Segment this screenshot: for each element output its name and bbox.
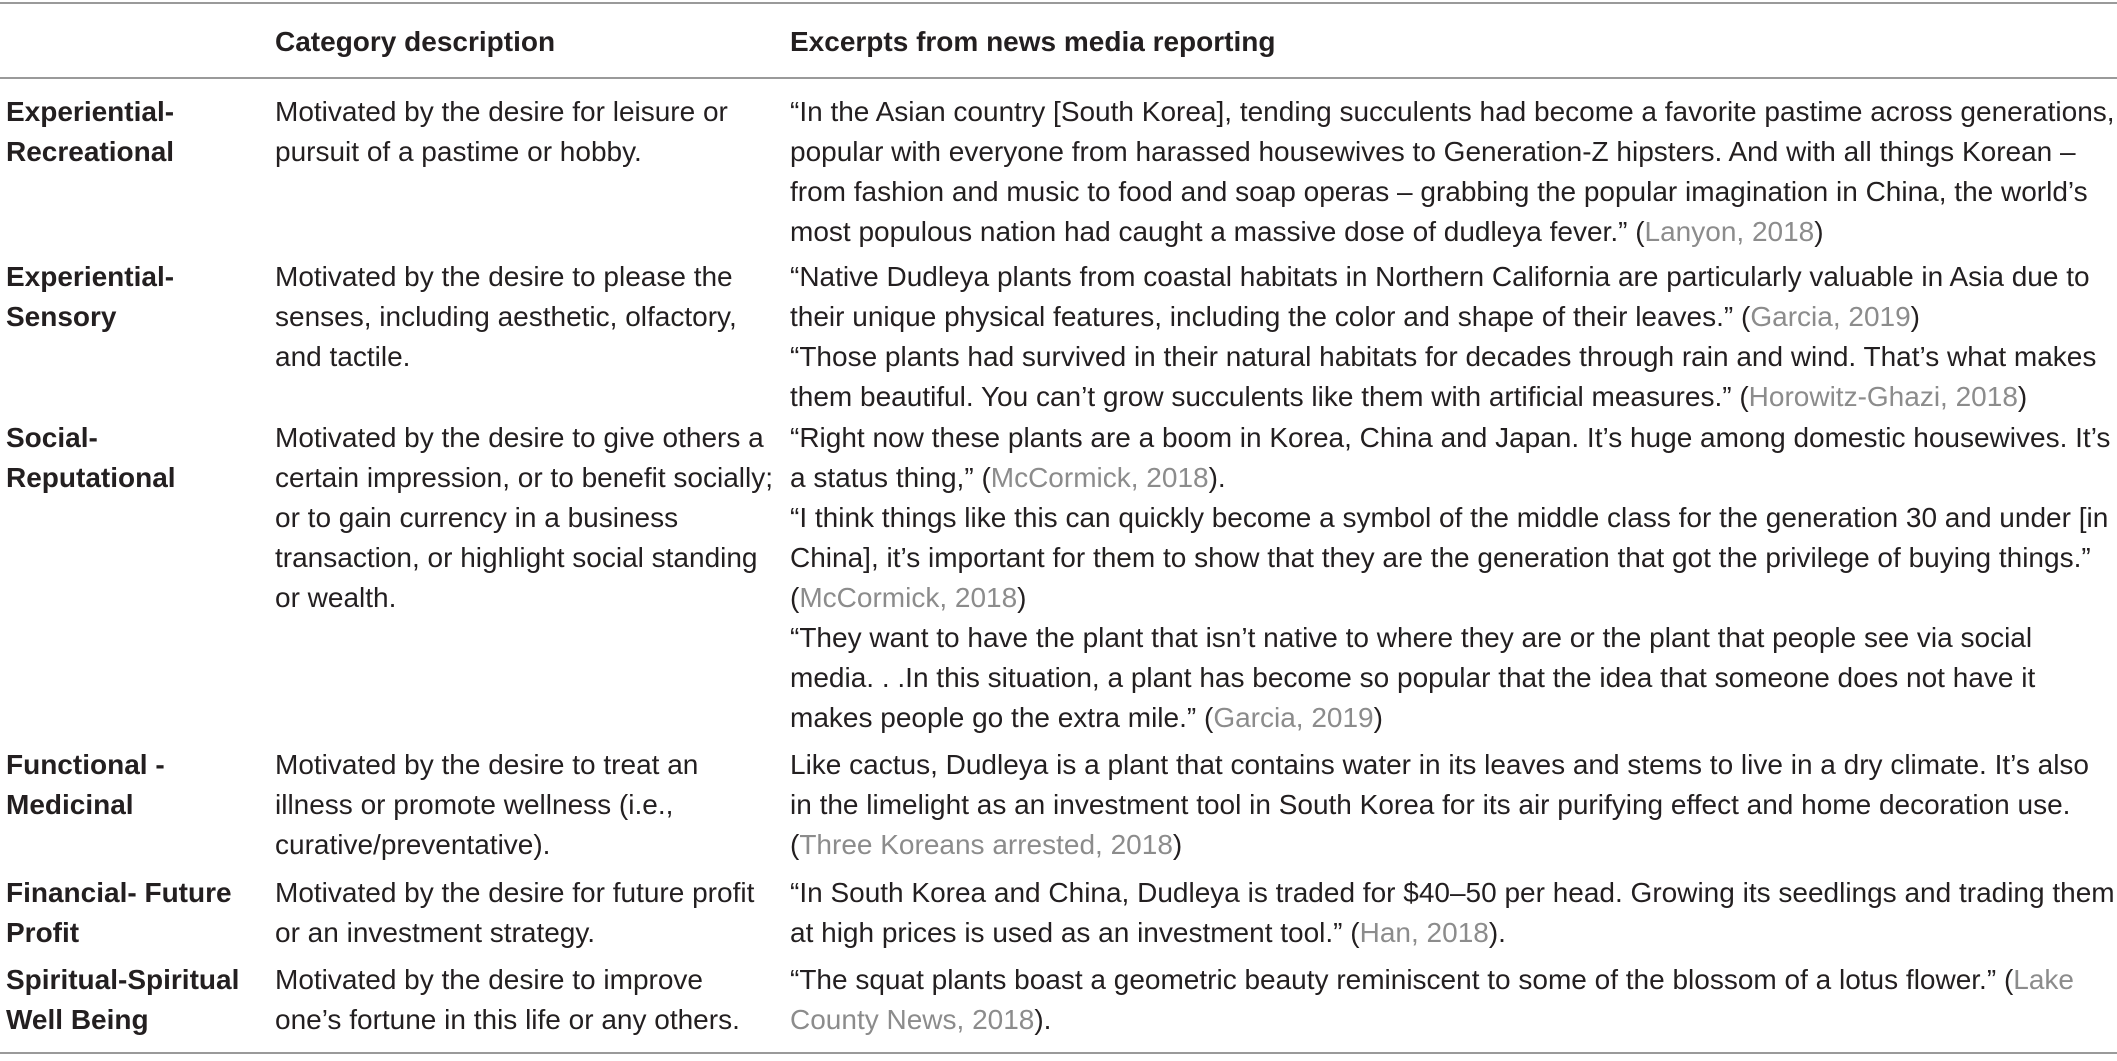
excerpt: “I think things like this can quickly become a symbol of the middle class for the generation 30 and under [in China], it’s important for them to show that they are the generation that got the privilege of buying things.” (McCormick, 2018) bbox=[790, 502, 2109, 613]
citation-link[interactable]: Lanyon, 2018 bbox=[1644, 216, 1815, 247]
excerpts-cell bbox=[790, 745, 2115, 865]
table-bottom-rule bbox=[0, 1052, 2117, 1054]
header-category-description: Category description bbox=[275, 26, 556, 57]
category-name: Experiential-Recreational bbox=[6, 96, 175, 167]
category-description: Motivated by the desire to improve one’s fortune in this life or any others. bbox=[275, 964, 740, 1035]
excerpt: “Right now these plants are a boom in Korea, China and Japan. It’s huge among domestic housewives. It’s a status thing,” (McCormick, 2018). bbox=[790, 422, 2111, 493]
excerpt: “In South Korea and China, Dudleya is traded for $40–50 per head. Growing its seedlings and trading them at high prices is used as an investment tool.” (Han, 2018). bbox=[790, 877, 2115, 948]
excerpts-cell bbox=[790, 873, 2115, 953]
citation-link[interactable]: Garcia, 2019 bbox=[1213, 702, 1374, 733]
category-name: Experiential-Sensory bbox=[6, 261, 175, 332]
category-name: Spiritual-Spiritual Well Being bbox=[6, 964, 240, 1035]
citation-link[interactable]: Lake County News, 2018 bbox=[790, 964, 2074, 1035]
category-description: Motivated by the desire to give others a certain impression, or to benefit socially; or to gain currency in a business transaction, or highlight social standing or wealth. bbox=[275, 422, 773, 613]
excerpt: “Those plants had survived in their natural habitats for decades through rain and wind. That’s what makes them beautiful. You can’t grow succulents like them with artificial measures.” (Horowitz-Ghazi, 2018) bbox=[790, 341, 2097, 412]
category-name: Social-Reputational bbox=[6, 422, 176, 493]
excerpt: “Native Dudleya plants from coastal habitats in Northern California are particularly valuable in Asia due to their unique physical features, including the color and shape of their leaves.” (Garcia, 2019) bbox=[790, 261, 2090, 332]
citation-link[interactable]: McCormick, 2018 bbox=[799, 582, 1018, 613]
citation-link[interactable]: Garcia, 2019 bbox=[1750, 301, 1911, 332]
excerpts-cell bbox=[790, 960, 2115, 1040]
category-description: Motivated by the desire to please the senses, including aesthetic, olfactory, and tactile. bbox=[275, 261, 737, 372]
excerpts-cell bbox=[790, 92, 2115, 252]
category-name: Functional - Medicinal bbox=[6, 749, 165, 820]
category-description: Motivated by the desire for leisure or pursuit of a pastime or hobby. bbox=[275, 96, 728, 167]
excerpt: Like cactus, Dudleya is a plant that contains water in its leaves and stems to live in a dry climate. It’s also in the limelight as an investment tool in South Korea for its air purifying effect and home decoration use. (Three Koreans arrested, 2018) bbox=[790, 749, 2089, 860]
table-header-rule bbox=[0, 77, 2117, 79]
citation-link[interactable]: Horowitz-Ghazi, 2018 bbox=[1748, 381, 2018, 412]
excerpt: “In the Asian country [South Korea], tending succulents had become a favorite pastime across generations, popular with everyone from harassed housewives to Generation-Z hipsters. And with all things Korean – from fashion and music to food and soap operas – grabbing the popular imagination in China, the world’s most populous nation had caught a massive dose of dudleya fever.” (Lanyon, 2018) bbox=[790, 96, 2115, 247]
category-description: Motivated by the desire for future profit or an investment strategy. bbox=[275, 877, 755, 948]
header-excerpts: Excerpts from news media reporting bbox=[790, 26, 1276, 57]
citation-link[interactable]: McCormick, 2018 bbox=[990, 462, 1209, 493]
excerpts-cell bbox=[790, 418, 2115, 738]
category-name: Financial- Future Profit bbox=[6, 877, 232, 948]
citation-link[interactable]: Han, 2018 bbox=[1359, 917, 1489, 948]
excerpts-cell bbox=[790, 257, 2115, 417]
table-top-rule bbox=[0, 2, 2117, 4]
category-description: Motivated by the desire to treat an illness or promote wellness (i.e., curative/preventative). bbox=[275, 749, 699, 860]
citation-link[interactable]: Three Koreans arrested, 2018 bbox=[799, 829, 1173, 860]
excerpt: “They want to have the plant that isn’t native to where they are or the plant that people see via social media. . .In this situation, a plant has become so popular that the idea that someone does not have it makes people go the extra mile.” (Garcia, 2019) bbox=[790, 622, 2036, 733]
excerpt: “The squat plants boast a geometric beauty reminiscent to some of the blossom of a lotus flower.” (Lake County News, 2018). bbox=[790, 964, 2074, 1035]
